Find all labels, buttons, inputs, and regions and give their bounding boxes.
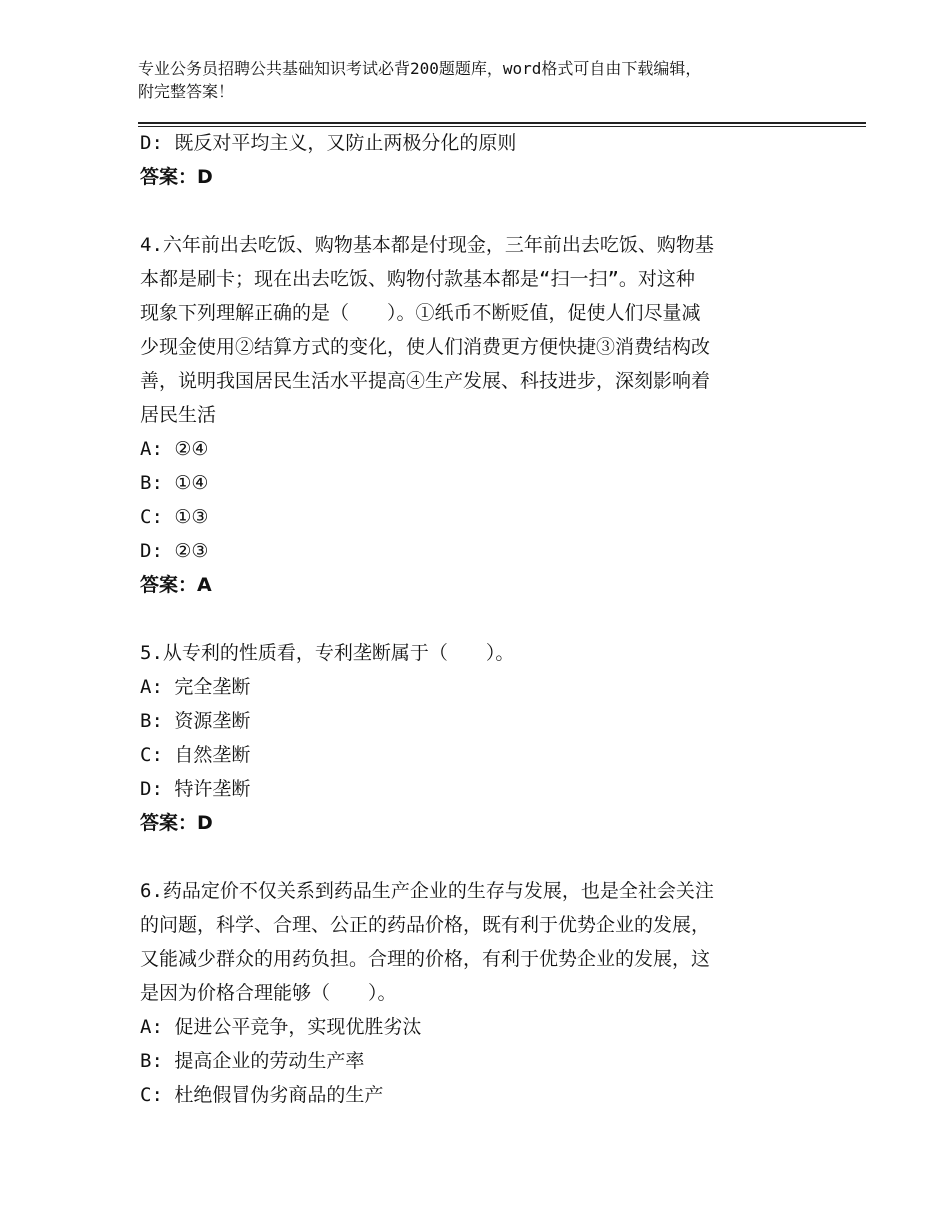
option-a: A: 促进公平竞争，实现优胜劣汰 [140,1016,422,1038]
question-stem-line: 少现金使用②结算方式的变化，使人们消费更方便快捷③消费结构改 [140,336,711,358]
option-a: A: ②④ [140,438,209,460]
answer-label: 答案：D [140,166,213,188]
question-stem-line: 的问题，科学、合理、公正的药品价格，既有利于优势企业的发展， [140,914,711,936]
question-stem-line: 是因为价格合理能够（ ）。 [140,982,397,1004]
option-a: A: 完全垄断 [140,676,251,698]
question-stem-line: 居民生活 [140,404,217,426]
option-c: C: 自然垄断 [140,744,251,766]
option-c: C: ①③ [140,506,209,528]
option-d: D: ②③ [140,540,209,562]
option-b: B: 提高企业的劳动生产率 [140,1050,365,1072]
question-stem-line: 又能减少群众的用药负担。合理的价格，有利于优势企业的发展，这 [140,948,711,970]
question-stem-line: 善，说明我国居民生活水平提高④生产发展、科技进步，深刻影响着 [140,370,711,392]
question-stem-line: 6.药品定价不仅关系到药品生产企业的生存与发展，也是全社会关注 [140,880,714,902]
answer-label: 答案：D [140,812,213,834]
option-b: B: 资源垄断 [140,710,251,732]
answer-label: 答案：A [140,574,212,596]
option-d: D: 特许垄断 [140,778,251,800]
option-c: C: 杜绝假冒伪劣商品的生产 [140,1084,384,1106]
document-header: 专业公务员招聘公共基础知识考试必背200题题库，word格式可自由下载编辑， 附完整答案！ [138,59,702,101]
question-stem-line: 本都是刷卡；现在出去吃饭、购物付款基本都是“扫一扫”。对这种 [140,268,695,290]
header-rule-thick [138,122,866,124]
question-stem-line: 现象下列理解正确的是（ ）。①纸币不断贬值，促使人们尽量减 [140,302,701,324]
option-b: B: ①④ [140,472,209,494]
question-stem-line: 5.从专利的性质看，专利垄断属于（ ）。 [140,642,515,664]
question-stem-line: 4.六年前出去吃饭、购物基本都是付现金，三年前出去吃饭、购物基 [140,234,714,256]
question-content [140,126,800,1112]
option-d: D: 既反对平均主义，又防止两极分化的原则 [140,132,517,154]
